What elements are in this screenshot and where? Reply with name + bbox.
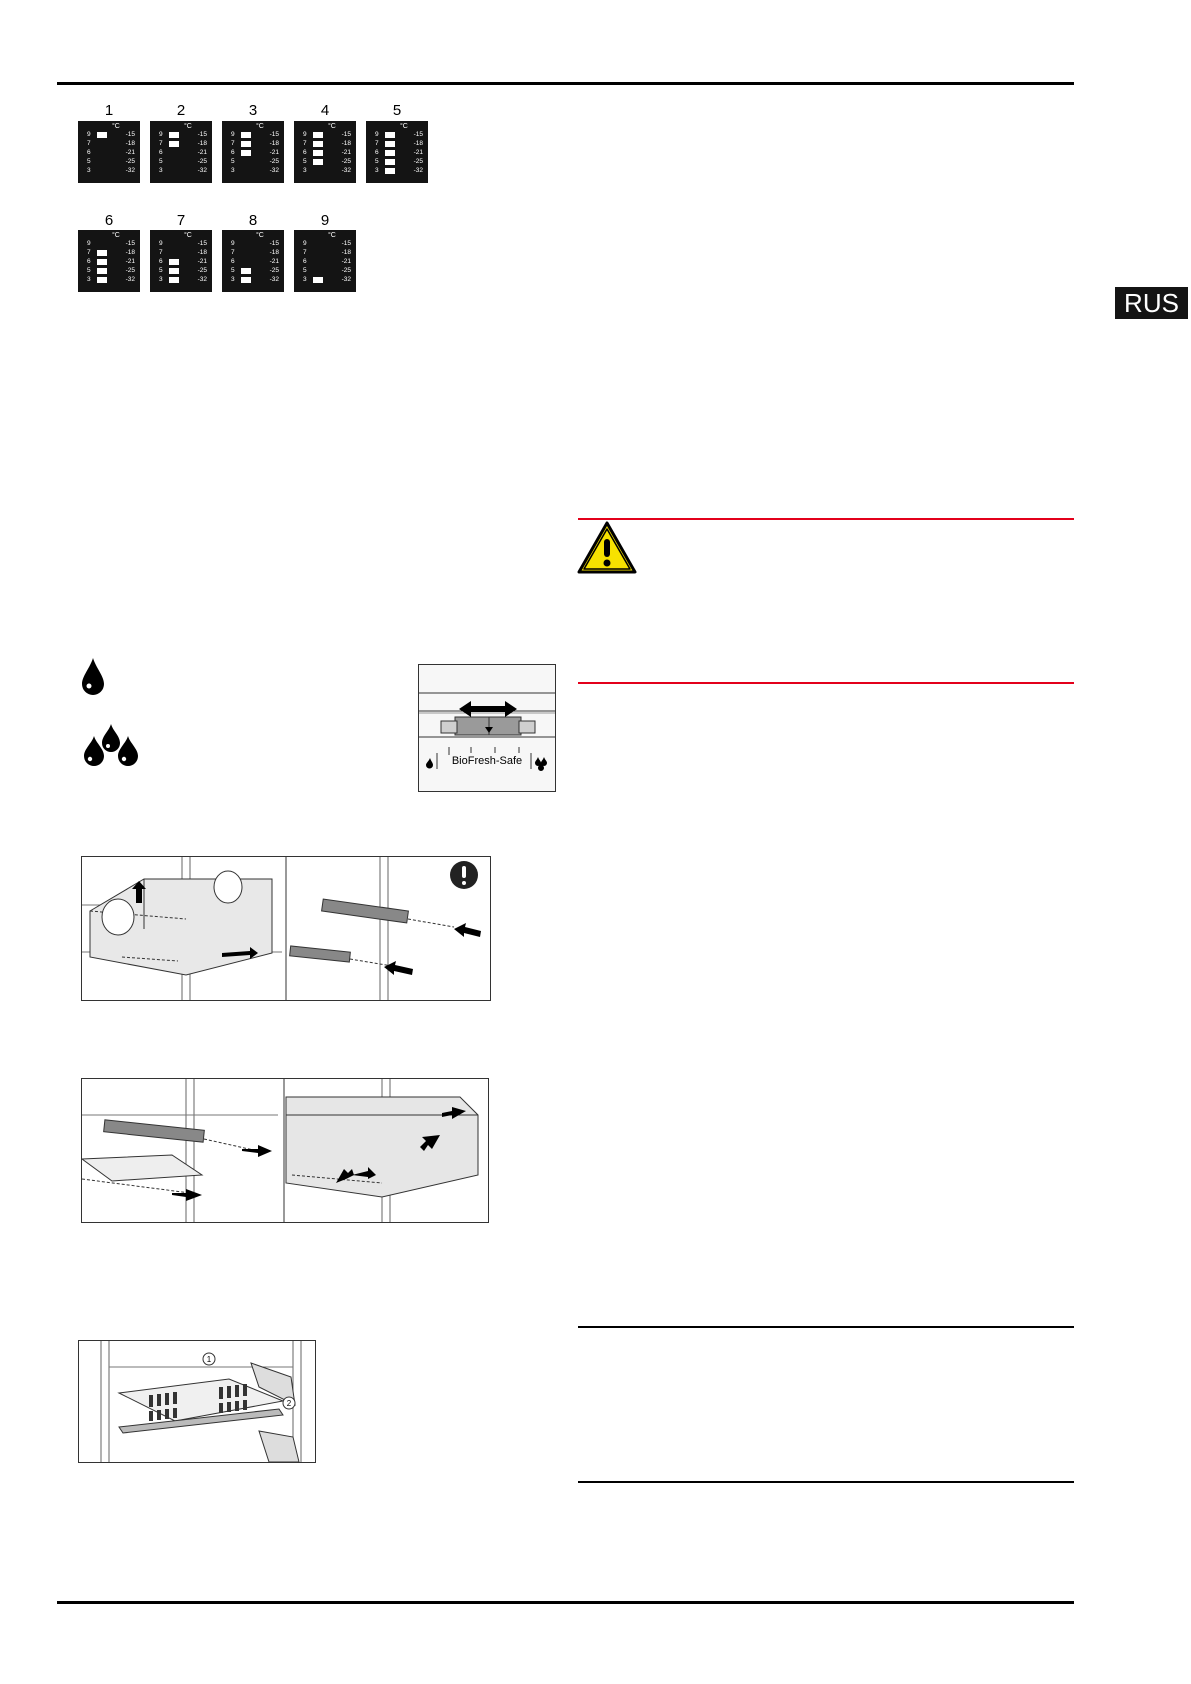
level-number: 7 [159,249,163,256]
drawer-insertion-illustration [81,1078,489,1223]
level-number: 5 [303,158,307,165]
panel-row [78,158,140,166]
panel-row [150,276,212,284]
level-number: 3 [375,167,379,174]
panel-row [78,267,140,275]
lit-segment [241,277,251,283]
temperature-value: -21 [197,149,207,156]
drawer-insertion-drawing [82,1079,488,1222]
panel-row [366,140,428,148]
temperature-value: -21 [341,258,351,265]
panel-row [222,240,284,248]
level-number: 9 [303,240,307,247]
level-number: 9 [303,131,307,138]
panel-row [222,249,284,257]
level-number: 5 [231,158,235,165]
temperature-display-panel [222,121,284,183]
degree-unit: °C [328,123,336,130]
note-top-rule [578,1326,1074,1328]
lit-segment [385,159,395,165]
panel-row [222,158,284,166]
lit-segment [385,168,395,174]
panel-number: 8 [248,212,258,229]
warning-top-rule [578,518,1074,520]
temperature-value: -15 [269,240,279,247]
warning-triangle-icon [576,520,638,576]
temperature-display-panel [78,230,140,292]
lit-segment [97,132,107,138]
panel-row [78,149,140,157]
temperature-value: -15 [125,240,135,247]
degree-unit: °C [256,123,264,130]
bottom-rule [57,1601,1074,1604]
temperature-value: -15 [341,131,351,138]
lit-segment [169,259,179,265]
panel-row [222,258,284,266]
degree-unit: °C [112,232,120,239]
temperature-value: -15 [197,240,207,247]
shelf-removal-illustration [78,1340,316,1463]
level-number: 7 [375,140,379,147]
level-number: 5 [87,158,91,165]
level-number: 6 [231,149,235,156]
svg-text:1: 1 [206,1355,212,1364]
degree-unit: °C [112,123,120,130]
panel-number: 3 [248,102,258,119]
temperature-value: -25 [341,158,351,165]
panel-row [150,167,212,175]
degree-unit: °C [256,232,264,239]
drawer-removal-drawing [82,857,490,1000]
level-number: 7 [303,140,307,147]
note-bottom-rule [578,1481,1074,1483]
temperature-value: -25 [197,267,207,274]
level-number: 9 [87,240,91,247]
panel-row [294,167,356,175]
biofresh-control-illustration [418,664,556,792]
temperature-value: -15 [341,240,351,247]
panel-row [222,276,284,284]
panel-row [150,140,212,148]
temperature-value: -21 [125,149,135,156]
panel-number: 4 [320,102,330,119]
level-number: 7 [303,249,307,256]
shelf-removal-drawing [79,1341,315,1462]
level-number: 3 [87,167,91,174]
temperature-display-panel [150,230,212,292]
panel-row [366,149,428,157]
temperature-display-panel [366,121,428,183]
lit-segment [313,277,323,283]
temperature-value: -18 [269,249,279,256]
level-number: 6 [231,258,235,265]
panel-row [78,167,140,175]
level-number: 9 [231,240,235,247]
temperature-value: -15 [269,131,279,138]
level-number: 9 [231,131,235,138]
temperature-value: -21 [341,149,351,156]
temperature-value: -21 [125,258,135,265]
lit-segment [313,132,323,138]
level-number: 6 [87,258,91,265]
temperature-value: -18 [341,140,351,147]
level-number: 7 [231,249,235,256]
level-number: 9 [159,131,163,138]
level-number: 6 [303,149,307,156]
lit-segment [97,259,107,265]
language-tab: RUS [1115,287,1188,319]
panel-row [150,240,212,248]
level-number: 7 [231,140,235,147]
lit-segment [313,141,323,147]
temperature-value: -15 [413,131,423,138]
temperature-value: -32 [413,167,423,174]
panel-number: 2 [176,102,186,119]
temperature-value: -21 [269,149,279,156]
level-number: 5 [87,267,91,274]
temperature-value: -32 [341,276,351,283]
panel-row [294,276,356,284]
level-number: 3 [159,167,163,174]
panel-row [294,267,356,275]
level-number: 5 [159,267,163,274]
temperature-value: -25 [413,158,423,165]
lit-segment [97,250,107,256]
panel-row [366,131,428,139]
lit-segment [241,150,251,156]
level-number: 6 [375,149,379,156]
degree-unit: °C [328,232,336,239]
lit-segment [169,141,179,147]
temperature-value: -18 [197,249,207,256]
warning-bottom-rule [578,682,1074,684]
panel-row [78,140,140,148]
level-number: 7 [87,249,91,256]
temperature-value: -25 [125,158,135,165]
degree-unit: °C [400,123,408,130]
panel-number: 1 [104,102,114,119]
panel-row [222,131,284,139]
temperature-value: -25 [269,158,279,165]
level-number: 9 [159,240,163,247]
panel-row [366,167,428,175]
drawer-removal-illustration [81,856,491,1001]
level-number: 6 [87,149,91,156]
panel-row [222,167,284,175]
panel-row [150,267,212,275]
temperature-value: -18 [197,140,207,147]
temperature-value: -18 [125,249,135,256]
temperature-value: -21 [197,258,207,265]
lit-segment [97,268,107,274]
temperature-value: -15 [125,131,135,138]
level-number: 3 [231,276,235,283]
panel-number: 9 [320,212,330,229]
temperature-value: -21 [413,149,423,156]
level-number: 3 [231,167,235,174]
level-number: 3 [87,276,91,283]
panel-row [294,249,356,257]
panel-row [222,149,284,157]
lit-segment [169,268,179,274]
temperature-value: -32 [269,276,279,283]
top-rule [57,82,1074,85]
level-number: 5 [375,158,379,165]
level-number: 3 [303,167,307,174]
lit-segment [385,150,395,156]
temperature-display-panel [222,230,284,292]
temperature-value: -32 [341,167,351,174]
temperature-value: -18 [413,140,423,147]
lit-segment [241,132,251,138]
panel-row [294,240,356,248]
lit-segment [241,141,251,147]
panel-row [294,131,356,139]
panel-row [294,258,356,266]
temperature-value: -32 [197,276,207,283]
level-number: 5 [159,158,163,165]
lit-segment [313,150,323,156]
panel-row [222,267,284,275]
panel-number: 7 [176,212,186,229]
temperature-value: -18 [125,140,135,147]
level-number: 6 [303,258,307,265]
temperature-value: -32 [269,167,279,174]
panel-row [150,149,212,157]
level-number: 3 [159,276,163,283]
lit-segment [97,277,107,283]
level-number: 6 [159,258,163,265]
level-number: 7 [159,140,163,147]
temperature-display-panel [150,121,212,183]
biofresh-slider-drawing [419,665,555,791]
degree-unit: °C [184,232,192,239]
level-number: 5 [231,267,235,274]
temperature-value: -18 [269,140,279,147]
water-drop-icon [78,656,108,696]
lit-segment [385,141,395,147]
panel-row [78,276,140,284]
temperature-display-panel [294,121,356,183]
lit-segment [169,277,179,283]
lit-segment [241,268,251,274]
degree-unit: °C [184,123,192,130]
temperature-value: -25 [125,267,135,274]
triple-water-drop-icon [80,722,142,772]
panel-row [150,249,212,257]
panel-number: 6 [104,212,114,229]
level-number: 3 [303,276,307,283]
lit-segment [169,132,179,138]
panel-row [366,158,428,166]
temperature-value: -18 [341,249,351,256]
temperature-value: -25 [341,267,351,274]
temperature-value: -21 [269,258,279,265]
temperature-value: -32 [197,167,207,174]
temperature-display-panel [294,230,356,292]
level-number: 7 [87,140,91,147]
panel-number: 5 [392,102,402,119]
panel-row [78,131,140,139]
level-number: 9 [375,131,379,138]
level-number: 5 [303,267,307,274]
panel-row [78,240,140,248]
temperature-value: -25 [197,158,207,165]
temperature-value: -15 [197,131,207,138]
lit-segment [385,132,395,138]
panel-row [150,158,212,166]
level-number: 9 [87,131,91,138]
panel-row [294,140,356,148]
lit-segment [313,159,323,165]
panel-row [150,258,212,266]
svg-text:2: 2 [286,1399,292,1408]
temperature-value: -25 [269,267,279,274]
panel-row [150,131,212,139]
level-number: 6 [159,149,163,156]
temperature-value: -32 [125,167,135,174]
panel-row [294,158,356,166]
panel-row [294,149,356,157]
panel-row [222,140,284,148]
panel-row [78,258,140,266]
temperature-display-panel [78,121,140,183]
biofresh-label: BioFresh-Safe [451,755,523,767]
temperature-value: -32 [125,276,135,283]
panel-row [78,249,140,257]
